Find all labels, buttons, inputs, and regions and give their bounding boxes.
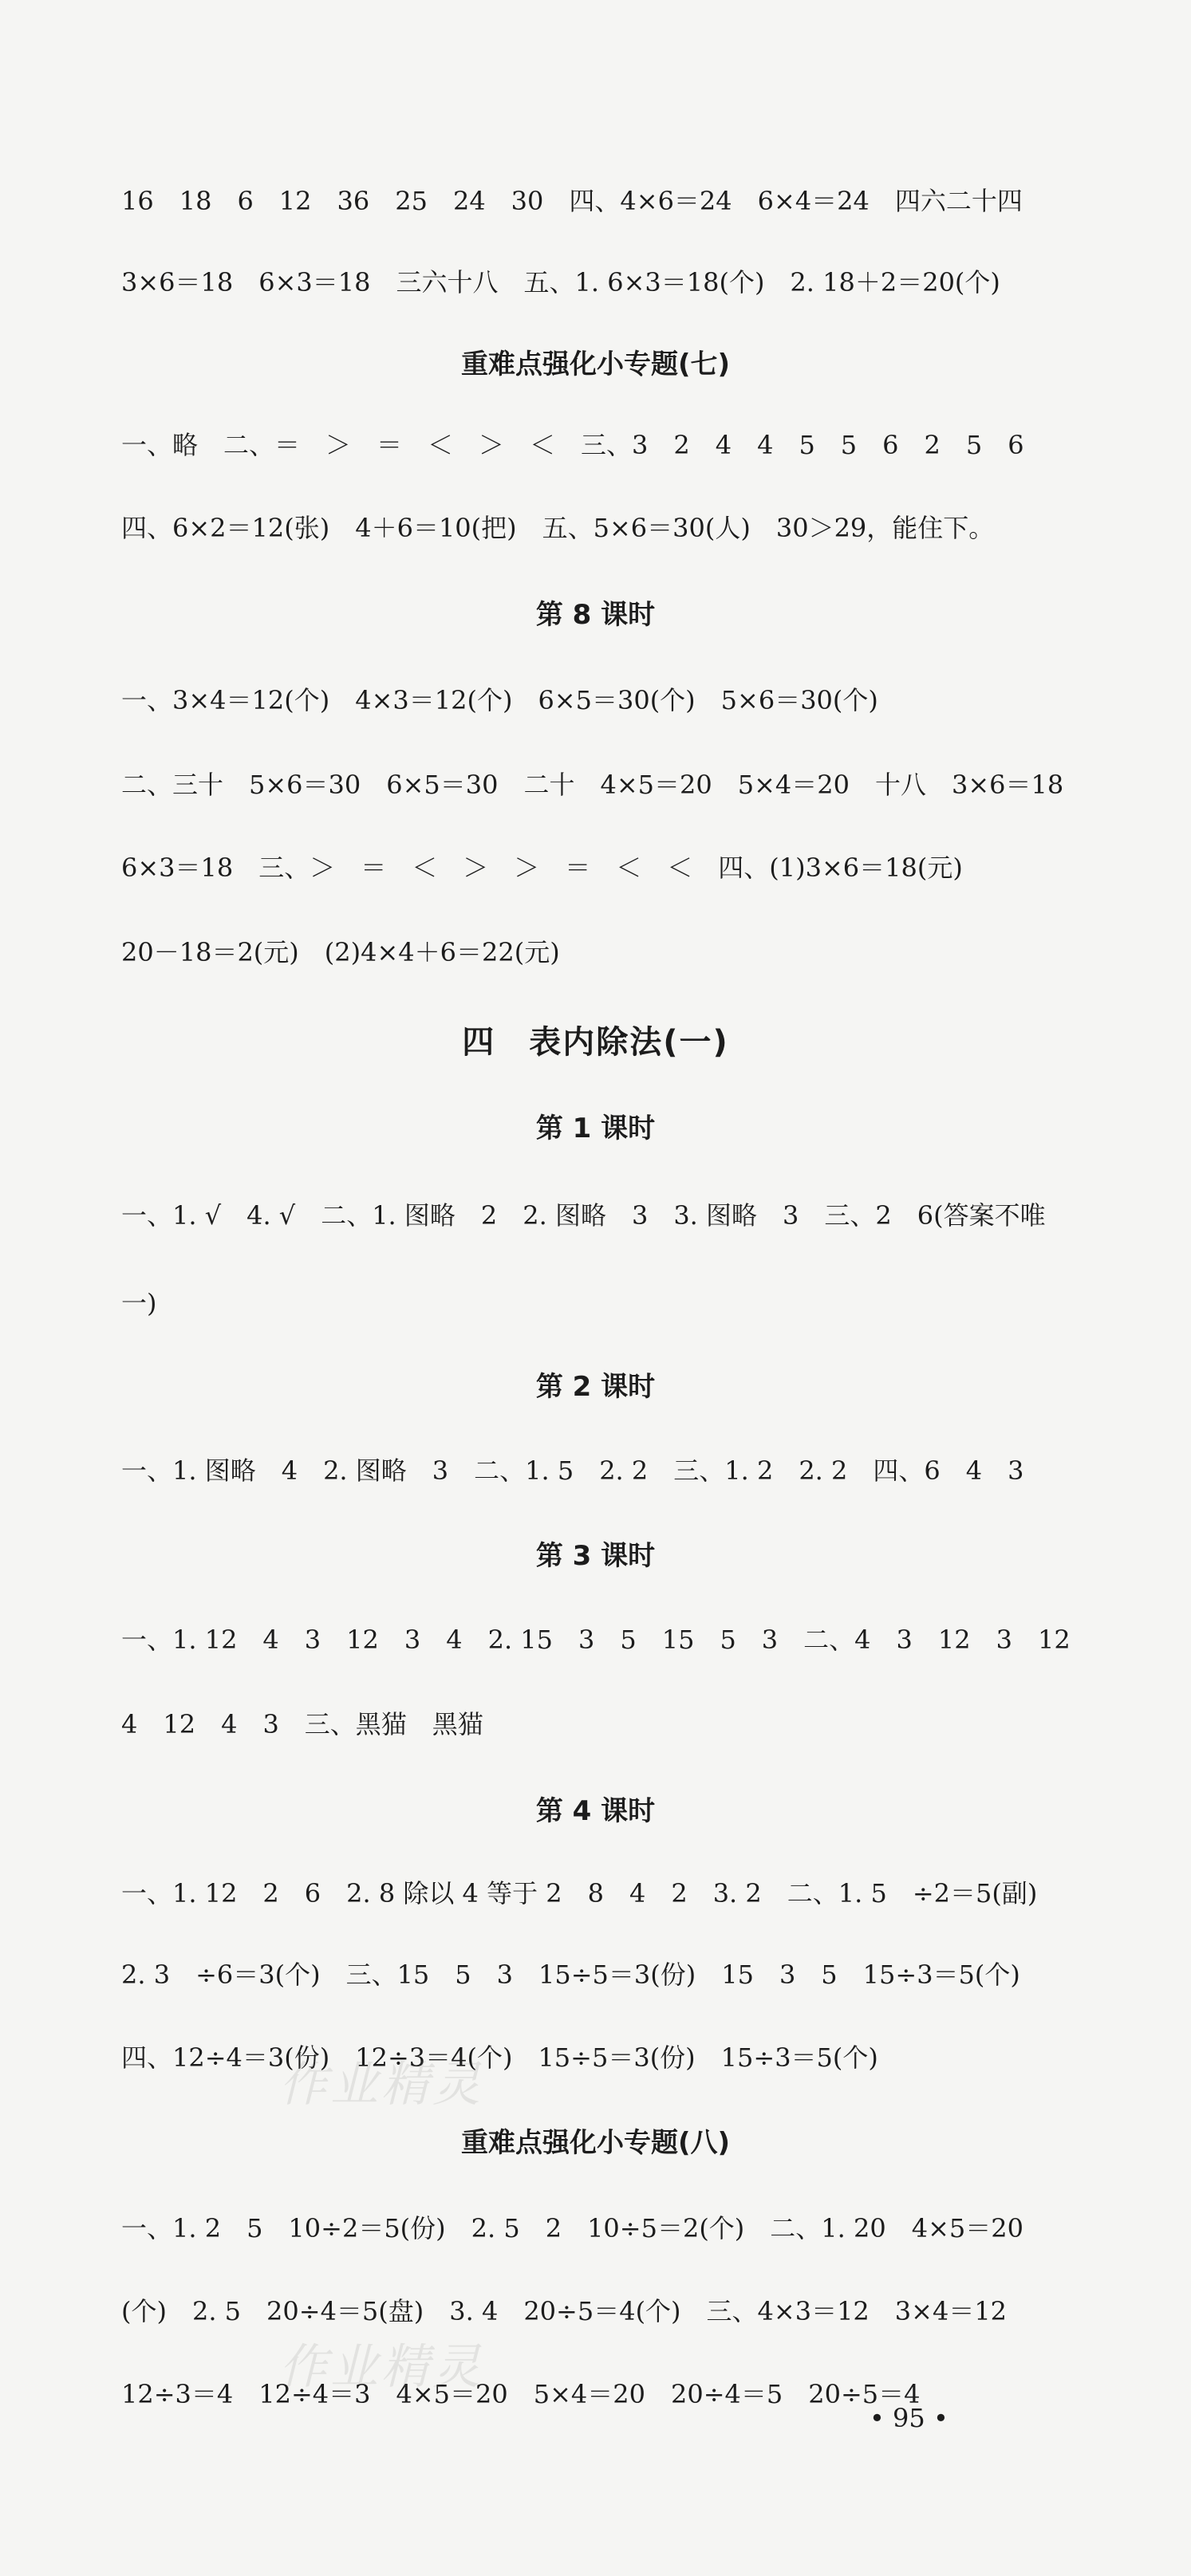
answer-line: 一、1. 图略 4 2. 图略 3 二、1. 5 2. 2 三、1. 2 2. 2 四、6 4 3 xyxy=(121,1455,1024,1486)
answer-line: 6×3＝18 三、＞ ＝ ＜ ＞ ＞ ＝ ＜ ＜ 四、(1)3×6＝18(元) xyxy=(121,853,963,883)
section-heading: 第 1 课时 xyxy=(535,1113,656,1144)
answer-line: 四、6×2＝12(张) 4＋6＝10(把) 五、5×6＝30(人) 30＞29，能住下。 xyxy=(121,513,995,543)
answer-line: 3×6＝18 6×3＝18 三六十八 五、1. 6×3＝18(个) 2. 18＋2＝20(个) xyxy=(121,267,1000,297)
answer-line: 二、三十 5×6＝30 6×5＝30 二十 4×5＝20 5×4＝20 十八 3×6＝18 xyxy=(121,770,1064,800)
answer-line: 16 18 6 12 36 25 24 30 四、4×6＝24 6×4＝24 四六二十四 xyxy=(121,186,1023,216)
section-heading: 第 3 课时 xyxy=(535,1540,656,1572)
section-heading: 第 8 课时 xyxy=(535,599,656,631)
answer-line: 一、1. 12 2 6 2. 8 除以 4 等于 2 8 4 2 3. 2 二、1. 5 ÷2＝5(副) xyxy=(121,1878,1038,1908)
watermark: 作业精灵 xyxy=(279,2339,483,2395)
answer-line: 一、略 二、＝ ＞ ＝ ＜ ＞ ＜ 三、3 2 4 4 5 5 6 2 5 6 xyxy=(121,430,1024,460)
answer-line: 一、3×4＝12(个) 4×3＝12(个) 6×5＝30(个) 5×6＝30(个) xyxy=(121,685,878,715)
answer-line: 四、12÷4＝3(份) 12÷3＝4(个) 15÷5＝3(份) 15÷3＝5(个) xyxy=(121,2042,878,2073)
chapter-heading: 四 表内除法(一) xyxy=(462,1024,729,1061)
section-heading: 第 2 课时 xyxy=(535,1371,656,1403)
answer-line: 2. 3 ÷6＝3(个) 三、15 5 3 15÷5＝3(份) 15 3 5 15÷3＝5(个) xyxy=(121,1960,1020,1990)
answer-line: 一) xyxy=(121,1288,157,1318)
answer-line: 一、1. √ 4. √ 二、1. 图略 2 2. 图略 3 3. 图略 3 三、2 6(答案不唯 xyxy=(121,1200,1046,1231)
answer-line: 12÷3＝4 12÷4＝3 4×5＝20 5×4＝20 20÷4＝5 20÷5＝4 xyxy=(121,2379,921,2409)
watermark: 作业精灵 xyxy=(279,2057,483,2113)
answer-line: 4 12 4 3 三、黑猫 黑猫 xyxy=(121,1709,483,1739)
section-heading: 第 4 课时 xyxy=(535,1795,656,1827)
answer-line: (个) 2. 5 20÷4＝5(盘) 3. 4 20÷5＝4(个) 三、4×3＝12 3×4＝12 xyxy=(121,2296,1008,2326)
section-heading: 重难点强化小专题(七) xyxy=(460,349,731,380)
answer-line: 一、1. 12 4 3 12 3 4 2. 15 3 5 15 5 3 二、4 3 12 3 12 xyxy=(121,1625,1071,1655)
page-number: • 95 • xyxy=(870,2403,948,2433)
answer-line: 20－18＝2(元) (2)4×4＋6＝22(元) xyxy=(121,937,560,967)
answer-line: 一、1. 2 5 10÷2＝5(份) 2. 5 2 10÷5＝2(个) 二、1. 20 4×5＝20 xyxy=(121,2213,1023,2243)
section-heading: 重难点强化小专题(八) xyxy=(460,2127,731,2159)
